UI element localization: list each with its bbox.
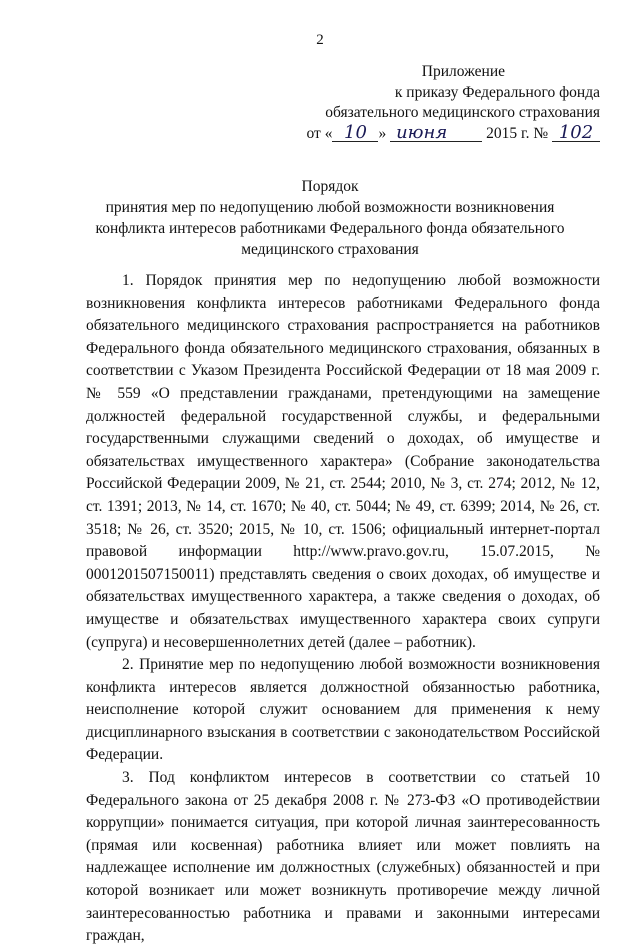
paragraph-3: 3. Под конфликтом интересов в соответствии со статьей 10 Федерального закона от 25 декабря 2008 г. № 273-ФЗ «О противодействии коррупции» понимается ситуация, при которой личная заинтересованность (прямая или косвенная) работника влияет или может повлиять на надлежащее исполнение им должностных (служебных) обязанностей и при которой возникает или может возникнуть противоречие между личной заинтересованностью работника и правами и законными интересами граждан,: [86, 769, 600, 945]
appendix-fund-line: обязательного медицинского страхования: [325, 104, 600, 121]
handwritten-day: 10: [332, 125, 378, 142]
number-prefix: №: [533, 124, 549, 142]
handwritten-month: июня: [390, 125, 482, 142]
paragraph-2: 2. Принятие мер по недопущению любой возможности возникновения конфликта интересов является должностной обязанностью работника, неисполнение которой служит основанием для применения к нему дисциплинарного взыскания в соответствии с законодательством Российской Федерации.: [86, 656, 600, 764]
order-date-line: [0, 121, 600, 145]
appendix-order-line: к приказу Федерального фонда: [394, 83, 600, 101]
handwritten-order-number: 102: [552, 125, 600, 142]
date-year: 2015 г.: [486, 124, 530, 142]
page-number: 2: [316, 32, 324, 48]
date-mid: »: [378, 124, 387, 142]
appendix-title: Приложение: [421, 63, 505, 80]
date-prefix: от «: [306, 124, 333, 142]
document-body: [86, 270, 600, 948]
document-title: [70, 176, 590, 260]
title-heading: Порядок: [301, 178, 359, 195]
title-subtitle: принятия мер по недопущению любой возможности возникновения конфликта интересов работниками Федерального фонда обязательного медицинского страхования: [95, 199, 565, 258]
appendix-header: [0, 62, 600, 144]
paragraph-1: 1. Порядок принятия мер по недопущению любой возможности возникновения конфликта интересов работниками Федерального фонда обязательного медицинского страхования распространяется на работников Федерального фонда обязательного медицинского страхования, обязанных в соответствии с Указом Президента Российской Федерации от 18 мая 2009 г. № 559 «О представлении гражданами, претендующими на замещение должностей федеральной государственной службы, и федеральными государственными служащими сведений о доходах, об имуществе и обязательствах имущественного характера» (Собрание законодательства Российской Федерации 2009, № 21, ст. 2544; 2010, № 3, ст. 274; 2012, № 12, ст. 1391; 2013, № 14, ст. 1670; № 40, ст. 5044; № 49, ст. 6399; 2014, № 26, ст. 3518; № 26, ст. 3520; 2015, № 10, ст. 1506; официальный интернет-портал правовой информации http://www.pravo.gov.ru, 15.07.2015, № 0001201507150011) представлять сведения о своих доходах, об имуществе и обязательствах имущественного характера, а также сведения о доходах, об имуществе и обязательствах имущественного характера своих супруги (супруга) и несовершеннолетних детей (далее – работник).: [86, 272, 600, 651]
